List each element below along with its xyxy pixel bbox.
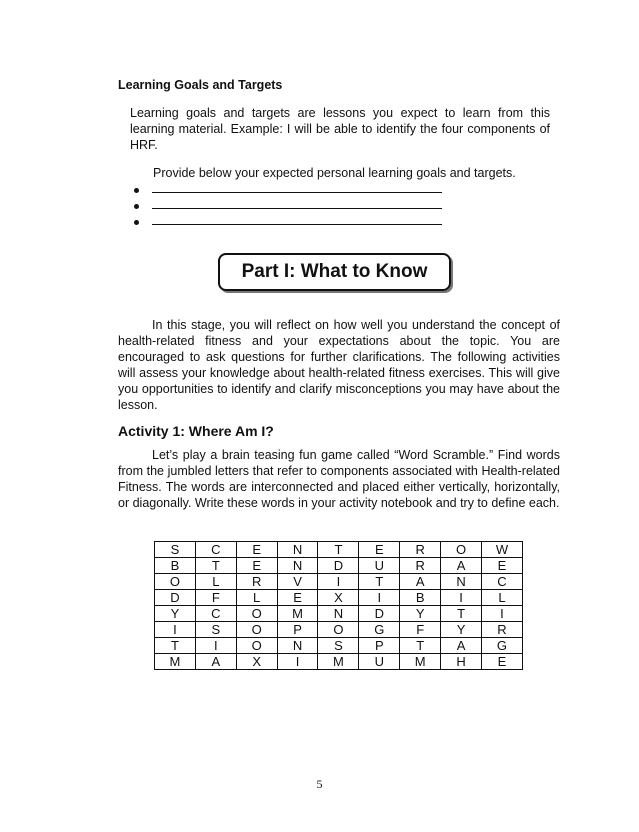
grid-cell: I: [481, 606, 522, 622]
goals-bullet-list: [134, 182, 442, 230]
grid-cell: U: [359, 654, 400, 670]
grid-cell: E: [481, 654, 522, 670]
bullet-icon: [134, 204, 139, 209]
grid-cell: G: [481, 638, 522, 654]
grid-cell: R: [481, 622, 522, 638]
goal-blank-item: [134, 182, 442, 198]
grid-cell: D: [359, 606, 400, 622]
grid-row: [155, 638, 523, 654]
grid-cell: T: [318, 542, 359, 558]
grid-cell: M: [400, 654, 441, 670]
grid-cell: N: [277, 542, 318, 558]
grid-cell: M: [277, 606, 318, 622]
grid-cell: T: [155, 638, 196, 654]
grid-cell: M: [318, 654, 359, 670]
grid-cell: I: [277, 654, 318, 670]
grid-cell: E: [481, 558, 522, 574]
grid-cell: N: [277, 558, 318, 574]
provide-goals-text: Provide below your expected personal learning goals and targets.: [153, 166, 516, 180]
grid-cell: N: [277, 638, 318, 654]
part-title-box: [218, 253, 451, 291]
grid-cell: R: [400, 542, 441, 558]
grid-cell: E: [359, 542, 400, 558]
grid-cell: H: [441, 654, 482, 670]
grid-cell: U: [359, 558, 400, 574]
grid-cell: E: [236, 542, 277, 558]
grid-cell: S: [195, 622, 236, 638]
grid-cell: I: [318, 574, 359, 590]
grid-cell: L: [236, 590, 277, 606]
activity-title: Activity 1: Where Am I?: [118, 423, 274, 439]
grid-cell: O: [155, 574, 196, 590]
grid-cell: Y: [441, 622, 482, 638]
grid-cell: L: [481, 590, 522, 606]
grid-cell: N: [441, 574, 482, 590]
bullet-icon: [134, 188, 139, 193]
goal-blank-line: [152, 224, 442, 225]
learning-goals-intro: Learning goals and targets are lessons you expect to learn from this learning material. Example: I will be able to identify the four components of HRF.: [130, 106, 550, 152]
grid-cell: B: [400, 590, 441, 606]
grid-cell: G: [359, 622, 400, 638]
grid-cell: S: [155, 542, 196, 558]
grid-row: [155, 606, 523, 622]
grid-cell: A: [400, 574, 441, 590]
grid-cell: D: [318, 558, 359, 574]
grid-row: [155, 590, 523, 606]
grid-cell: T: [400, 638, 441, 654]
grid-cell: L: [195, 574, 236, 590]
grid-cell: V: [277, 574, 318, 590]
goal-blank-line: [152, 208, 442, 209]
grid-cell: N: [318, 606, 359, 622]
grid-cell: I: [359, 590, 400, 606]
grid-row: [155, 558, 523, 574]
grid-cell: P: [277, 622, 318, 638]
grid-cell: X: [236, 654, 277, 670]
grid-cell: T: [195, 558, 236, 574]
grid-cell: Y: [400, 606, 441, 622]
grid-cell: I: [441, 590, 482, 606]
grid-cell: A: [441, 558, 482, 574]
grid-cell: O: [236, 638, 277, 654]
grid-cell: P: [359, 638, 400, 654]
grid-cell: F: [400, 622, 441, 638]
grid-cell: C: [195, 542, 236, 558]
goal-blank-line: [152, 192, 442, 193]
grid-cell: R: [236, 574, 277, 590]
grid-cell: E: [277, 590, 318, 606]
grid-cell: E: [236, 558, 277, 574]
grid-cell: O: [236, 606, 277, 622]
grid-cell: T: [359, 574, 400, 590]
page-number: 5: [316, 777, 323, 791]
grid-cell: D: [155, 590, 196, 606]
grid-cell: I: [155, 622, 196, 638]
grid-cell: B: [155, 558, 196, 574]
activity-instructions: Let’s play a brain teasing fun game called “Word Scramble.” Find words from the jumbled letters that refer to components associated with Health-related Fitness. The words are interconnected and placed either vertically, horizontally, or diagonally. Write these words in your activity notebook and try to define each.: [118, 448, 560, 510]
goal-blank-item: [134, 214, 442, 230]
grid-row: [155, 654, 523, 670]
bullet-icon: [134, 220, 139, 225]
grid-row: [155, 542, 523, 558]
grid-cell: O: [318, 622, 359, 638]
grid-cell: T: [441, 606, 482, 622]
grid-cell: O: [236, 622, 277, 638]
grid-cell: W: [481, 542, 522, 558]
part-title: Part I: What to Know: [241, 261, 428, 282]
grid-cell: S: [318, 638, 359, 654]
grid-cell: X: [318, 590, 359, 606]
grid-cell: I: [195, 638, 236, 654]
grid-cell: C: [195, 606, 236, 622]
goal-blank-item: [134, 198, 442, 214]
grid-cell: C: [481, 574, 522, 590]
grid-cell: Y: [155, 606, 196, 622]
grid-row: [155, 574, 523, 590]
grid-cell: R: [400, 558, 441, 574]
stage-paragraph: In this stage, you will reflect on how well you understand the concept of health-related fitness and your expectations about the topic. You are encouraged to ask questions for further clarifications. The following activities will assess your knowledge about health-related fitness exercises. This will give you opportunities to identify and clarify misconceptions you may have about the lesson.: [118, 318, 560, 412]
grid-cell: A: [195, 654, 236, 670]
grid-cell: O: [441, 542, 482, 558]
grid-row: [155, 622, 523, 638]
grid-cell: M: [155, 654, 196, 670]
grid-cell: A: [441, 638, 482, 654]
grid-cell: F: [195, 590, 236, 606]
learning-goals-heading: Learning Goals and Targets: [118, 78, 283, 92]
word-scramble-grid: [154, 541, 523, 670]
